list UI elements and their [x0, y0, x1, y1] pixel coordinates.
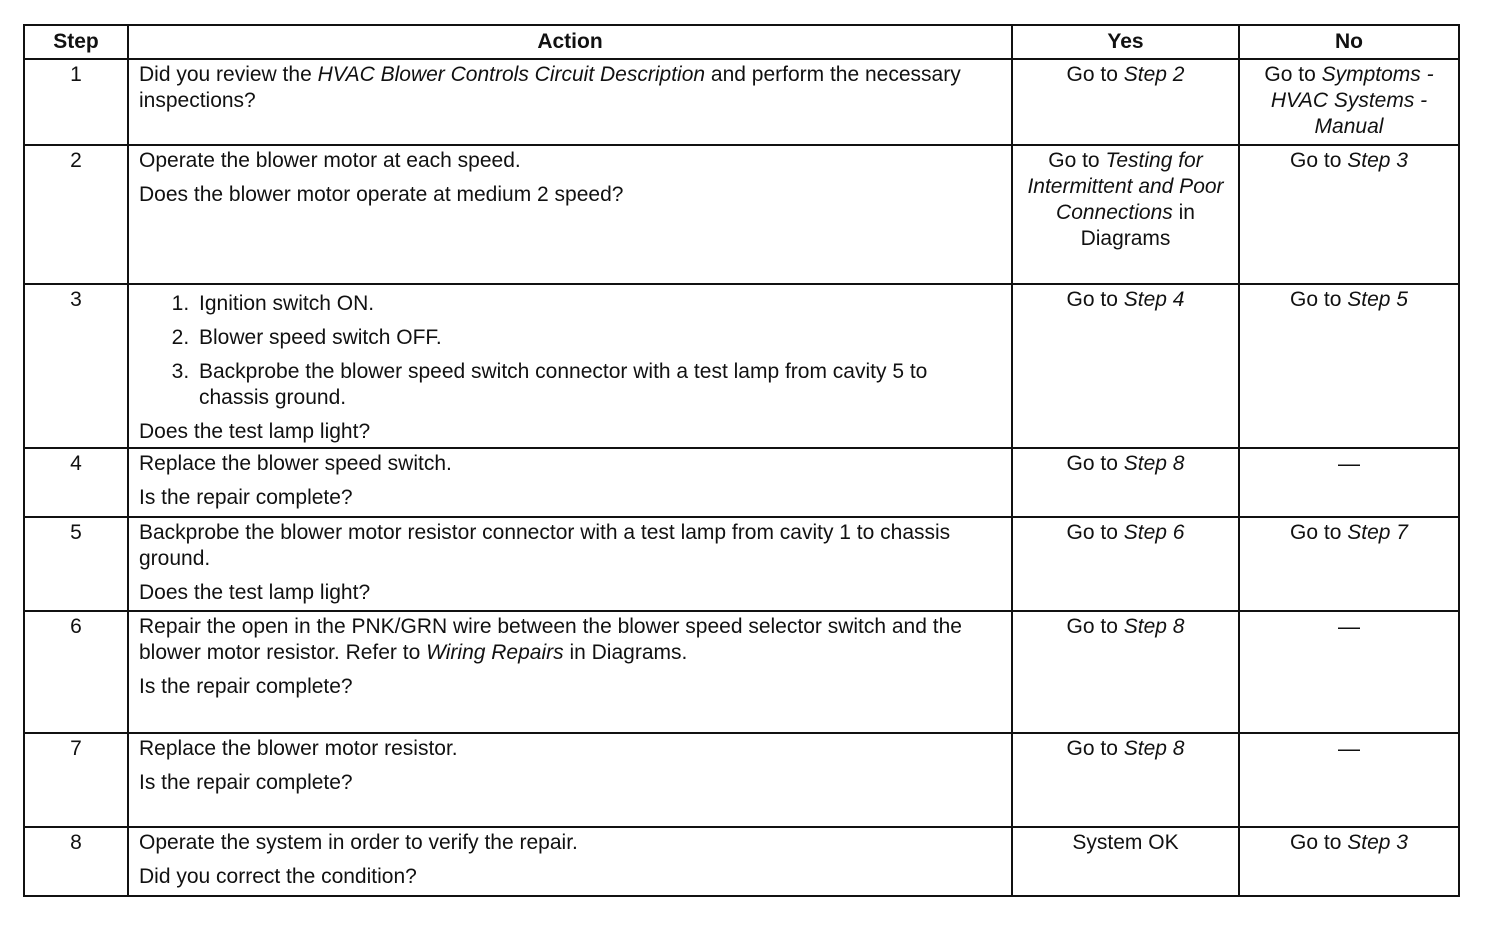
action-instruction: Backprobe the blower motor resistor connector with a test lamp from cavity 1 to chassis ground. — [139, 521, 951, 571]
action-question: Does the test lamp light? — [139, 419, 371, 443]
step-link[interactable]: Step 8 — [1123, 451, 1185, 475]
header-step: Step — [24, 25, 128, 59]
action-steps-list — [139, 291, 1001, 411]
yes-cell: Go to Step 2 — [1012, 59, 1239, 145]
list-item: 3. Backprobe the blower speed switch connector with a test lamp from cavity 5 to chassis ground. — [195, 359, 1001, 411]
reference-link[interactable]: Wiring Repairs — [426, 641, 564, 665]
header-action: Action — [128, 25, 1012, 59]
table-row — [24, 145, 1459, 283]
step-link[interactable]: Step 5 — [1347, 287, 1408, 311]
step-link[interactable]: Step 3 — [1347, 149, 1408, 173]
list-item: 1. Ignition switch ON. — [195, 291, 1001, 317]
no-cell: Go to Step 3 — [1239, 827, 1459, 896]
header-row — [24, 25, 1459, 59]
step-link[interactable]: Step 8 — [1123, 736, 1185, 760]
step-number: 7 — [24, 733, 128, 827]
header-yes: Yes — [1012, 25, 1239, 59]
header-no: No — [1239, 25, 1459, 59]
list-item: 2. Blower speed switch OFF. — [195, 325, 1001, 351]
action-cell — [128, 145, 1012, 283]
no-cell — [1239, 611, 1459, 732]
diagnostic-table — [23, 24, 1460, 897]
symptoms-link[interactable]: Symptoms - HVAC Systems - Manual — [1270, 63, 1434, 138]
result-text: System OK — [1072, 830, 1179, 854]
action-text: Did you review the HVAC Blower Controls Circuit Description and perform the necessary inspections? — [139, 63, 961, 112]
step-link[interactable]: Step 3 — [1347, 830, 1408, 854]
step-number: 1 — [24, 59, 128, 145]
action-question: Does the test lamp light? — [139, 581, 371, 605]
yes-cell: Go to Step 4 — [1012, 284, 1239, 448]
yes-cell: Go to Step 8 — [1012, 733, 1239, 827]
no-cell: Go to Step 5 — [1239, 284, 1459, 448]
step-link[interactable]: Step 2 — [1123, 63, 1185, 86]
step-number: 3 — [24, 284, 128, 448]
action-cell — [128, 59, 1012, 145]
action-instruction: Replace the blower motor resistor. — [139, 736, 458, 760]
table-row — [24, 611, 1459, 732]
step-link[interactable]: Step 7 — [1347, 521, 1408, 545]
reference-link[interactable]: Testing for Intermittent and Poor Connections — [1027, 149, 1224, 225]
action-instruction: Operate the system in order to verify the repair. — [139, 830, 578, 854]
action-question: Is the repair complete? — [139, 675, 353, 699]
action-question: Is the repair complete? — [139, 770, 353, 794]
table-row — [24, 733, 1459, 827]
yes-cell — [1012, 827, 1239, 896]
action-instruction: Repair the open in the PNK/GRN wire between the blower speed selector switch and the blower motor resistor. Refer to Wiring Repairs in Diagrams. — [139, 615, 962, 665]
step-link[interactable]: Step 8 — [1123, 615, 1185, 639]
table-row — [24, 59, 1459, 145]
table-row — [24, 284, 1459, 448]
yes-cell: Go to Step 8 — [1012, 448, 1239, 517]
step-number: 2 — [24, 145, 128, 283]
not-applicable-dash: — — [1338, 450, 1360, 476]
step-link[interactable]: Step 6 — [1123, 521, 1185, 545]
not-applicable-dash: — — [1338, 735, 1360, 761]
action-cell — [128, 448, 1012, 517]
no-cell: Go to Symptoms - HVAC Systems - Manual — [1239, 59, 1459, 145]
action-question: Does the blower motor operate at medium 2 speed? — [139, 183, 624, 207]
action-cell — [128, 611, 1012, 732]
step-number: 4 — [24, 448, 128, 517]
action-question: Did you correct the condition? — [139, 864, 417, 888]
not-applicable-dash: — — [1338, 614, 1360, 640]
yes-cell: Go to Step 6 — [1012, 517, 1239, 611]
step-link[interactable]: Step 4 — [1123, 287, 1185, 311]
action-question: Is the repair complete? — [139, 485, 353, 509]
no-cell — [1239, 448, 1459, 517]
step-number: 6 — [24, 611, 128, 732]
table-row — [24, 448, 1459, 517]
yes-cell: Go to Testing for Intermittent and Poor Connections in Diagrams — [1012, 145, 1239, 283]
yes-cell: Go to Step 8 — [1012, 611, 1239, 732]
no-cell — [1239, 733, 1459, 827]
action-cell — [128, 517, 1012, 611]
step-number: 8 — [24, 827, 128, 896]
table-row — [24, 827, 1459, 896]
reference-link[interactable]: HVAC Blower Controls Circuit Description — [317, 63, 706, 86]
action-cell — [128, 733, 1012, 827]
no-cell: Go to Step 7 — [1239, 517, 1459, 611]
table-row — [24, 517, 1459, 611]
action-cell — [128, 827, 1012, 896]
action-instruction: Operate the blower motor at each speed. — [139, 149, 521, 173]
no-cell: Go to Step 3 — [1239, 145, 1459, 283]
action-cell — [128, 284, 1012, 448]
action-instruction: Replace the blower speed switch. — [139, 451, 452, 475]
step-number: 5 — [24, 517, 128, 611]
